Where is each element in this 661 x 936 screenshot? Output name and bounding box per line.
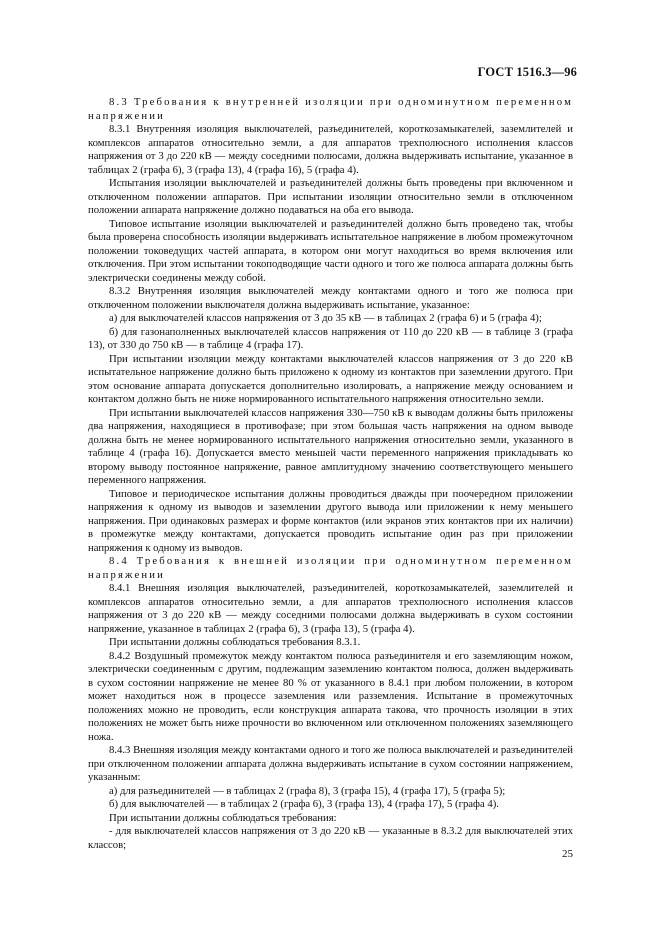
paragraph-8-4-3: 8.4.3 Внешняя изоляция между контактами одного и того же полюса выключателей и разъединителей при отключенном положении аппарата должна выдерживать испытание в сухом состоянии напряжением, указанным: [88,744,573,783]
paragraph: При испытании изоляции между контактами выключателей классов напряжения от 3 до 220 кВ испытательное напряжение должно быть приложено к одному из контактов при заземлении другого. При этом основание аппарата допускается дополнительно изолировать, а напряжение между основанием и контактом должно быть не ниже нормированного испытательного напряжения относительно земли. [88,352,573,405]
document-body [88,96,573,852]
paragraph: Типовое испытание изоляции выключателей и разъединителей должно быть проведено так, чтобы была проверена способность изоляции выдерживать испытательное напряжение в любом промежуточном положении токоведущих частей аппарата, в котором они могут находиться во время включения или отключения. При этом испытании токоподводящие части одного и того же полюса аппарата должны быть электрически соединены между собой. [88,217,573,284]
section-heading-8-3: 8.3 Требования к внутренней изоляции при одноминутном переменном напряжении [88,96,573,122]
paragraph: При испытании должны соблюдаться требования: [109,811,337,824]
paragraph-8-3-2: 8.3.2 Внутренняя изоляция выключателей между контактами одного и того же полюса при отключенном положении выключателя должна выдерживать испытание, указанное: [88,285,573,311]
paragraph: Типовое и периодическое испытания должны проводиться дважды при поочередном приложении напряжения к одному из выводов и заземлении другого вывода или приложении к нему меньшего напряжения. При одинаковых размерах и форме контактов (или экранов этих контактов при их наличии) в промежутке между контактами, допускается проводить испытание один раз при приложении напряжения к одному из выводов. [88,487,573,554]
paragraph-8-3-1: 8.3.1 Внутренняя изоляция выключателей, разъединителей, короткозамыкателей, заземлителей и комплексов аппаратов относительно земли, а для аппаратов трехполюсного исполнения классов напряжения от 3 до 220 кВ — между соседними полюсами, должна выдерживать испытание, указанное в таблицах 2 (графа 6), 3 (графа 13), 4 (графа 16), 5 (графа 4). [88,123,573,176]
list-item-b: б) для газонаполненных выключателей классов напряжения от 110 до 220 кВ — в таблице 3 (графа 13), от 330 до 750 кВ — в таблице 4 (графа 17). [88,325,573,351]
paragraph: Испытания изоляции выключателей и разъединителей должны быть проведены при включенном и отключенном положении аппаратов. При испытании изоляции относительно земли в отключенном положении аппарата напряжение должно подаваться на оба его вывода. [88,177,573,216]
paragraph-8-4-1: 8.4.1 Внешняя изоляция выключателей, разъединителей, короткозамыкателей, заземлителей и комплексов аппаратов относительно земли, а для аппаратов трехполюсного исполнения классов напряжения от 3 до 220 кВ — между соседними полюсами должна выдерживать в сухом состоянии напряжение, указанное в таблицах 2 (графа 6), 3 (графа 13), 5 (графа 4). [88,582,573,635]
list-item-dash: - для выключателей классов напряжения от 3 до 220 кВ — указанные в 8.3.2 для выключателей этих классов; [88,825,573,851]
page-number: 25 [562,848,573,860]
list-item-b: б) для выключателей — в таблицах 2 (графа 6), 3 (графа 13), 4 (графа 17), 5 (графа 4). [109,798,499,810]
paragraph-8-4-2: 8.4.2 Воздушный промежуток между контактом полюса разъединителя и его заземляющим ножом, электрически соединенным с другим, подлежащим заземлению контактом полюса, должен выдерживать в сухом состоянии напряжение не менее 80 % от указанного в 8.4.1 при любом положении, в котором может находиться нож в процессе заземления или разземления. Испытание в промежуточных положениях можно не проводить, если конструкция аппарата такова, что прочность изоляции в этих положениях не может быть ниже прочности во включенном или отключенном положениях заземляющего ножа. [88,649,573,743]
list-item-a: а) для выключателей классов напряжения от 3 до 35 кВ — в таблицах 2 (графа 6) и 5 (графа 4); [109,312,542,324]
paragraph: При испытании выключателей классов напряжения 330—750 кВ к выводам должны быть приложены два напряжения, находящиеся в противофазе; при этом большая часть напряжения на одном выводе должна быть не менее нормированного испытательного напряжения относительно земли, указанного в таблице 4 (графа 16). Допускается вместо меньшей части переменного напряжения прикладывать ко второму выводу постоянное напряжение, равное амплитудному значению соответствующего меньшего переменного напряжения. [88,406,573,486]
paragraph: При испытании должны соблюдаться требования 8.3.1. [109,636,361,648]
list-item-a: а) для разъединителей — в таблицах 2 (графа 8), 3 (графа 15), 4 (графа 17), 5 (графа 5); [109,784,506,797]
section-heading-8-4: 8.4 Требования к внешней изоляции при одноминутном переменном напряжении [88,555,573,581]
document-header: ГОСТ 1516.3—96 [477,65,577,79]
